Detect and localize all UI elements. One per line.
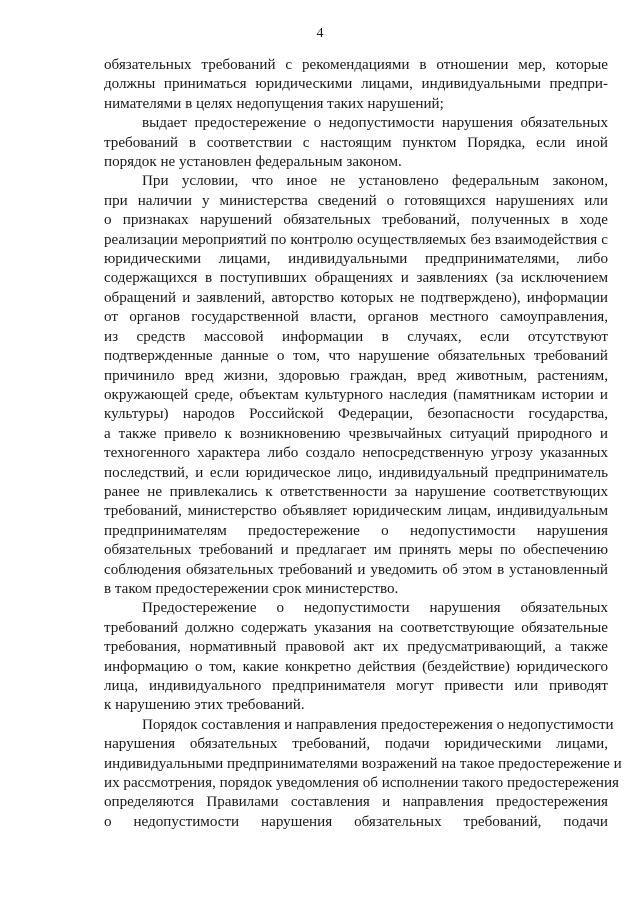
text-line: из средств массовой информации в случаях, если отсутствуют [104, 328, 608, 345]
paragraph [104, 716, 622, 832]
text-line: обращений и заявлений, авторство которых не подтверждено), информации [104, 289, 608, 306]
text-line: содержащихся в поступивших обращениях и заявлениях (за исключением [104, 270, 608, 287]
text-line: индивидуальными предпринимателями возражений на такое предостережение и [104, 755, 622, 772]
paragraph [104, 599, 608, 715]
text-line: юридическими лицами, индивидуальными предпринимателями, либо [104, 251, 608, 268]
document-body [104, 56, 622, 832]
text-line: их рассмотрения, порядок уведомления об исполнении такого предостережения [104, 775, 619, 792]
text-line: подтвержденные данные о том, что нарушение обязательных требований [104, 348, 608, 365]
text-line: информацию о том, какие конкретно действия (бездействие) юридического [104, 658, 608, 675]
text-line: техногенного характера либо создало непосредственную угрозу указанных [104, 445, 608, 462]
text-line: определяются Правилами составления и направления предостережения [104, 794, 608, 811]
text-line: лица, индивидуального предпринимателя могут привести или приводят [104, 678, 608, 694]
text-line: при наличии у министерства сведений о готовящихся нарушениях или [104, 192, 608, 209]
text-line: причинило вред жизни, здоровью граждан, вред животным, растениям, [104, 367, 608, 384]
paragraph [104, 56, 608, 114]
text-line: должны приниматься юридическими лицами, индивидуальными предпри- [104, 76, 608, 93]
paragraph [104, 114, 608, 172]
text-line: Предостережение о недопустимости нарушения обязательных [142, 600, 608, 617]
text-line: требований, министерство объявляет юридическим лицам, индивидуальным [104, 503, 608, 520]
text-line: порядок не установлен федеральным законом. [104, 154, 402, 171]
text-line: о признаках нарушений обязательных требований, полученных в ходе [104, 212, 608, 229]
text-line: культуры) народов Российской Федерации, безопасности государства, [104, 406, 608, 423]
text-line: предпринимателям предостережение о недопустимости нарушения [104, 522, 608, 539]
text-line: Порядок составления и направления предостережения о недопустимости [142, 716, 614, 733]
text-line: При условии, что иное не установлено федеральным законом, [142, 173, 608, 190]
text-line: ранее не привлекались к ответственности за нарушение соответствующих [104, 483, 608, 500]
text-line: обязательных требований и предлагает им принять меры по обеспечению [104, 542, 608, 559]
text-line: о недопустимости нарушения обязательных требований, подачи [104, 813, 608, 830]
text-line: обязательных требований с рекомендациями в отношении мер, которые [104, 57, 608, 73]
text-line: требования, нормативный правовой акт их предусматривающий, а также [104, 639, 608, 656]
page-number: 4 [316, 26, 324, 41]
text-line: в таком предостережении срок министерство. [104, 580, 399, 597]
text-line: выдает предостережение о недопустимости нарушения обязательных [142, 115, 608, 132]
text-line: окружающей среде, объектам культурного наследия (памятникам истории и [104, 386, 608, 403]
text-line: а также привело к возникновению чрезвычайных ситуаций природного и [104, 425, 608, 442]
text-line: от органов государственной власти, органов местного самоуправления, [104, 309, 608, 326]
text-line: требований в соответствии с настоящим пунктом Порядка, если иной [104, 134, 608, 151]
text-line: соблюдения обязательных требований и уведомить об этом в установленный [104, 561, 608, 578]
text-line: реализации мероприятий по контролю осуществляемых без взаимодействия с [104, 231, 608, 248]
paragraph [104, 172, 608, 599]
text-line: нарушения обязательных требований, подачи юридическими лицами, [104, 736, 608, 753]
text-line: требований должно содержать указания на соответствующие обязательные [104, 619, 608, 636]
text-line: последствий, и если юридическое лицо, индивидуальный предприниматель [104, 464, 608, 481]
text-line: к нарушению этих требований. [104, 697, 305, 714]
text-line: нимателями в целях недопущения таких нарушений; [104, 95, 444, 112]
